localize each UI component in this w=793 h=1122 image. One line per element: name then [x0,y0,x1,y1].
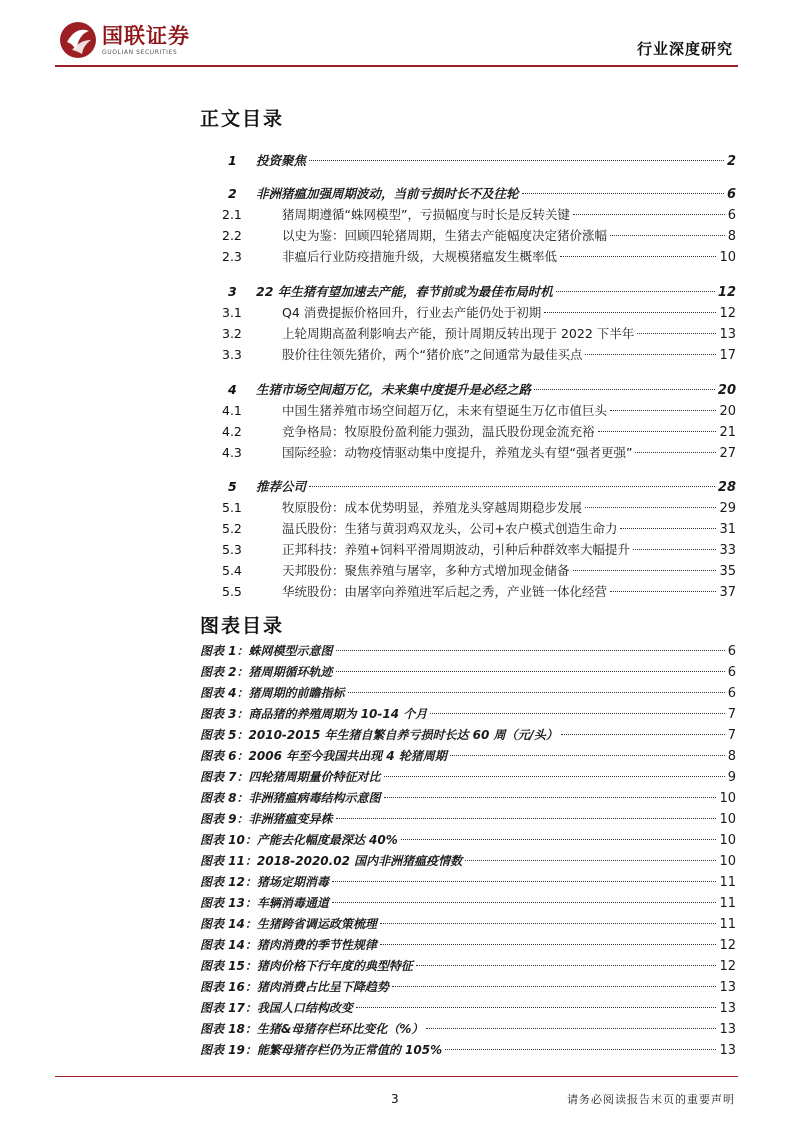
figure-entry[interactable] [200,872,736,892]
figure-entry[interactable] [200,935,736,955]
figure-entry-page: 6 [727,686,736,701]
figure-entry-title: 图表 15：猪肉价格下行年度的典型特征 [200,959,413,973]
figure-entry-title: 图表 6：2006 年至今我国共出现 4 轮猪周期 [200,749,447,763]
toc-entry[interactable] [0,561,793,581]
toc-entry[interactable] [0,247,793,267]
toc-leader [585,507,716,508]
figure-entry-page: 10 [719,812,736,827]
figure-leader [450,755,725,756]
toc-leader [573,570,717,571]
footer-divider [55,1076,738,1077]
figure-leader [380,944,717,945]
figure-leader [445,1049,716,1050]
toc-entry[interactable] [0,205,793,225]
toc-entry-page: 12 [717,285,736,300]
toc-leader [309,486,715,487]
toc-entry-page: 31 [719,522,736,537]
toc-entry[interactable] [0,324,793,344]
figure-leader [332,881,717,882]
figure-entry-page: 13 [719,1001,736,1016]
figure-entry[interactable] [200,830,736,850]
figure-entry-page: 12 [719,938,736,953]
toc-leader [560,256,716,257]
toc-entry-page: 13 [719,327,736,342]
figure-leader [465,860,716,861]
toc-entry[interactable] [0,582,793,602]
figure-entry[interactable] [200,893,736,913]
toc-entry[interactable] [0,303,793,323]
toc-entry-number: 5.2 [222,521,242,536]
toc-entry-title: 上轮周期高盈利影响去产能，预计周期反转出现于 2022 下半年 [282,326,635,341]
toc-entry[interactable] [0,184,793,204]
toc-entry-page: 27 [719,446,736,461]
toc-entry[interactable] [0,345,793,365]
toc-entry[interactable] [0,498,793,518]
toc-entry[interactable] [0,540,793,560]
figure-entry-title: 图表 1：蛛网模型示意图 [200,644,333,658]
toc-entry-number: 2.2 [222,228,242,243]
figure-entry-title: 图表 19：能繁母猪存栏仍为正常值的 105% [200,1043,443,1057]
figure-leader [336,671,725,672]
toc-heading: 正文目录 [200,108,285,130]
figure-entry[interactable] [200,641,736,661]
figure-leader [336,818,717,819]
toc-entry-number: 2.1 [222,207,242,222]
toc-leader [635,452,716,453]
toc-entry[interactable] [0,443,793,463]
toc-entry[interactable] [0,519,793,539]
figure-leader [401,839,717,840]
toc-entry-title: 投资聚焦 [256,153,307,168]
figure-entry-page: 11 [719,875,736,890]
toc-entry-title: 华统股份：由屠宰向养殖进军后起之秀，产业链一体化经营 [282,584,608,599]
figure-entry[interactable] [200,998,736,1018]
toc-leader [598,431,717,432]
toc-entry-number: 5.3 [222,542,242,557]
figure-entry[interactable] [200,914,736,934]
toc-entry-title: 牧原股份：成本优势明显，养殖龙头穿越周期稳步发展 [282,500,583,515]
toc-entry-page: 6 [726,187,736,202]
figure-leader [416,965,717,966]
figure-leader [561,734,725,735]
figure-list-heading: 图表目录 [200,615,285,637]
toc-entry-title: 22 年生猪有望加速去产能，春节前或为最佳布局时机 [256,284,553,299]
logo-chinese: 国联证券 [102,23,190,48]
toc-entry-number: 2.3 [222,249,242,264]
toc-entry-number: 3.3 [222,347,242,362]
figure-entry-title: 图表 14：生猪跨省调运政策梳理 [200,917,377,931]
toc-entry-title: 生猪市场空间超万亿，未来集中度提升是必经之路 [256,382,532,397]
toc-leader [556,291,715,292]
figure-entry[interactable] [200,746,736,766]
toc-entry-page: 20 [717,383,736,398]
figure-entry-title: 图表 18：生猪&母猪存栏环比变化（%） [200,1022,424,1036]
toc-entry-number: 5.5 [222,584,242,599]
figure-leader [336,650,725,651]
toc-entry-page: 37 [719,585,736,600]
toc-entry-title: 猪周期遵循“蛛网模型”，亏损幅度与时长是反转关键 [282,207,570,222]
toc-entry[interactable] [0,401,793,421]
figure-entry-title: 图表 7：四轮猪周期量价特征对比 [200,770,381,784]
toc-entry-number: 5.4 [222,563,242,578]
toc-leader [610,410,716,411]
toc-entry-page: 21 [719,425,736,440]
figure-entry-title: 图表 12：猪场定期消毒 [200,875,329,889]
toc-leader [309,160,724,161]
toc-leader [633,549,716,550]
figure-entry-title: 图表 13：车辆消毒通道 [200,896,329,910]
figure-entry-title: 图表 8：非洲猪瘟病毒结构示意图 [200,791,381,805]
toc-leader [522,193,724,194]
figure-leader [332,902,717,903]
toc-leader [534,389,715,390]
toc-entry-title: 正邦科技：养殖+饲料平滑周期波动，引种后种群效率大幅提升 [282,542,630,557]
toc-entry[interactable] [0,380,793,400]
figure-entry-page: 13 [719,980,736,995]
figure-leader [392,986,717,987]
figure-entry-page: 10 [719,833,736,848]
footer-disclaimer: 请务必阅读报告末页的重要声明 [567,1093,735,1106]
toc-entry-page: 2 [726,154,736,169]
figure-leader [430,713,724,714]
figure-entry-page: 10 [719,791,736,806]
figure-entry[interactable] [200,956,736,976]
report-type-label: 行业深度研究 [636,40,733,58]
toc-leader [620,528,716,529]
figure-entry[interactable] [200,809,736,829]
figure-entry[interactable] [200,851,736,871]
toc-leader [610,591,716,592]
toc-entry-page: 10 [719,250,736,265]
toc-entry-title: 天邦股份：聚焦养殖与屠宰，多种方式增加现金储备 [282,563,570,578]
toc-entry-title: 竞争格局：牧原股份盈利能力强劲，温氏股份现金流充裕 [282,424,595,439]
toc-entry-page: 28 [717,480,736,495]
figure-entry-title: 图表 17：我国人口结构改变 [200,1001,353,1015]
toc-entry-page: 17 [719,348,736,363]
toc-entry-number: 4.2 [222,424,242,439]
toc-entry-number: 3.2 [222,326,242,341]
figure-entry-page: 6 [727,644,736,659]
figure-entry-page: 11 [719,917,736,932]
figure-entry-page: 13 [719,1043,736,1058]
figure-entry[interactable] [200,1040,736,1060]
figure-entry[interactable] [200,788,736,808]
toc-entry-title: Q4 消费提振价格回升，行业去产能仍处于初期 [282,305,542,320]
toc-entry[interactable] [0,477,793,497]
figure-entry-title: 图表 10：产能去化幅度最深达 40% [200,833,398,847]
company-logo [58,20,190,60]
figure-entry-page: 8 [727,749,736,764]
figure-entry-title: 图表 5：2010-2015 年生猪自繁自养亏损时长达 60 周（元/头） [200,728,558,742]
toc-entry-title: 以史为鉴：回顾四轮猪周期，生猪去产能幅度决定猪价涨幅 [282,228,608,243]
toc-entry[interactable] [0,226,793,246]
toc-entry-page: 6 [727,208,736,223]
toc-leader [573,214,725,215]
figure-entry-page: 10 [719,854,736,869]
toc-entry-title: 国际经验：动物疫情驱动集中度提升，养殖龙头有望“强者更强” [282,445,633,460]
header-divider [55,65,738,67]
figure-entry-page: 9 [727,770,736,785]
figure-entry-title: 图表 14：猪肉消费的季节性规律 [200,938,377,952]
figure-leader [384,776,725,777]
figure-leader [356,1007,717,1008]
toc-leader [610,235,725,236]
logo-english: GUOLIAN SECURITIES [102,48,178,56]
figure-leader [380,923,717,924]
figure-entry-title: 图表 4：猪周期的前瞻指标 [200,686,345,700]
figure-entry-title: 图表 2：猪周期循环轨迹 [200,665,333,679]
figure-entry-title: 图表 3：商品猪的养殖周期为 10-14 个月 [200,707,428,721]
toc-entry-number: 2 [228,186,237,201]
toc-entry-number: 3.1 [222,305,242,320]
toc-entry-page: 29 [719,501,736,516]
figure-entry-title: 图表 9：非洲猪瘟变异株 [200,812,333,826]
toc-entry-title: 股价往往领先猪价，两个“猪价底”之间通常为最佳买点 [282,347,583,362]
figure-leader [384,797,717,798]
figure-leader [426,1028,716,1029]
figure-entry-title: 图表 16：猪肉消费占比呈下降趋势 [200,980,389,994]
toc-entry[interactable] [0,151,793,171]
figure-entry[interactable] [200,725,736,745]
figure-leader [348,692,725,693]
toc-entry-title: 非洲猪瘟加强周期波动，当前亏损时长不及往轮 [256,186,519,201]
toc-leader [585,354,716,355]
toc-entry-number: 5.1 [222,500,242,515]
figure-entry-page: 12 [719,959,736,974]
figure-entry[interactable] [200,683,736,703]
page-number: 3 [391,1092,399,1106]
toc-entry[interactable] [0,422,793,442]
toc-entry-title: 非瘟后行业防疫措施升级，大规模猪瘟发生概率低 [282,249,558,264]
toc-entry-number: 4.1 [222,403,242,418]
toc-entry-page: 8 [727,229,736,244]
toc-entry-page: 35 [719,564,736,579]
figure-entry-page: 11 [719,896,736,911]
figure-entry-page: 13 [719,1022,736,1037]
toc-entry-page: 20 [719,404,736,419]
toc-entry-page: 12 [719,306,736,321]
toc-entry-title: 中国生猪养殖市场空间超万亿，未来有望诞生万亿市值巨头 [282,403,608,418]
toc-entry-title: 温氏股份：生猪与黄羽鸡双龙头，公司+农户模式创造生命力 [282,521,618,536]
figure-entry[interactable] [200,704,736,724]
toc-entry[interactable] [0,282,793,302]
toc-entry-number: 4.3 [222,445,242,460]
toc-entry-number: 4 [228,382,237,397]
page-header [0,0,793,70]
figure-entry[interactable] [200,662,736,682]
toc-entry-number: 5 [228,479,237,494]
figure-entry[interactable] [200,1019,736,1039]
figure-entry[interactable] [200,767,736,787]
toc-entry-number: 3 [228,284,237,299]
guolian-logo-icon [58,20,98,60]
figure-entry-page: 6 [727,665,736,680]
toc-entry-page: 33 [719,543,736,558]
toc-entry-title: 推荐公司 [256,479,307,494]
figure-entry[interactable] [200,977,736,997]
figure-entry-page: 7 [727,728,736,743]
toc-entry-number: 1 [228,153,237,168]
toc-leader [637,333,716,334]
toc-leader [544,312,716,313]
figure-entry-page: 7 [727,707,736,722]
figure-entry-title: 图表 11：2018-2020.02 国内非洲猪瘟疫情数 [200,854,463,868]
